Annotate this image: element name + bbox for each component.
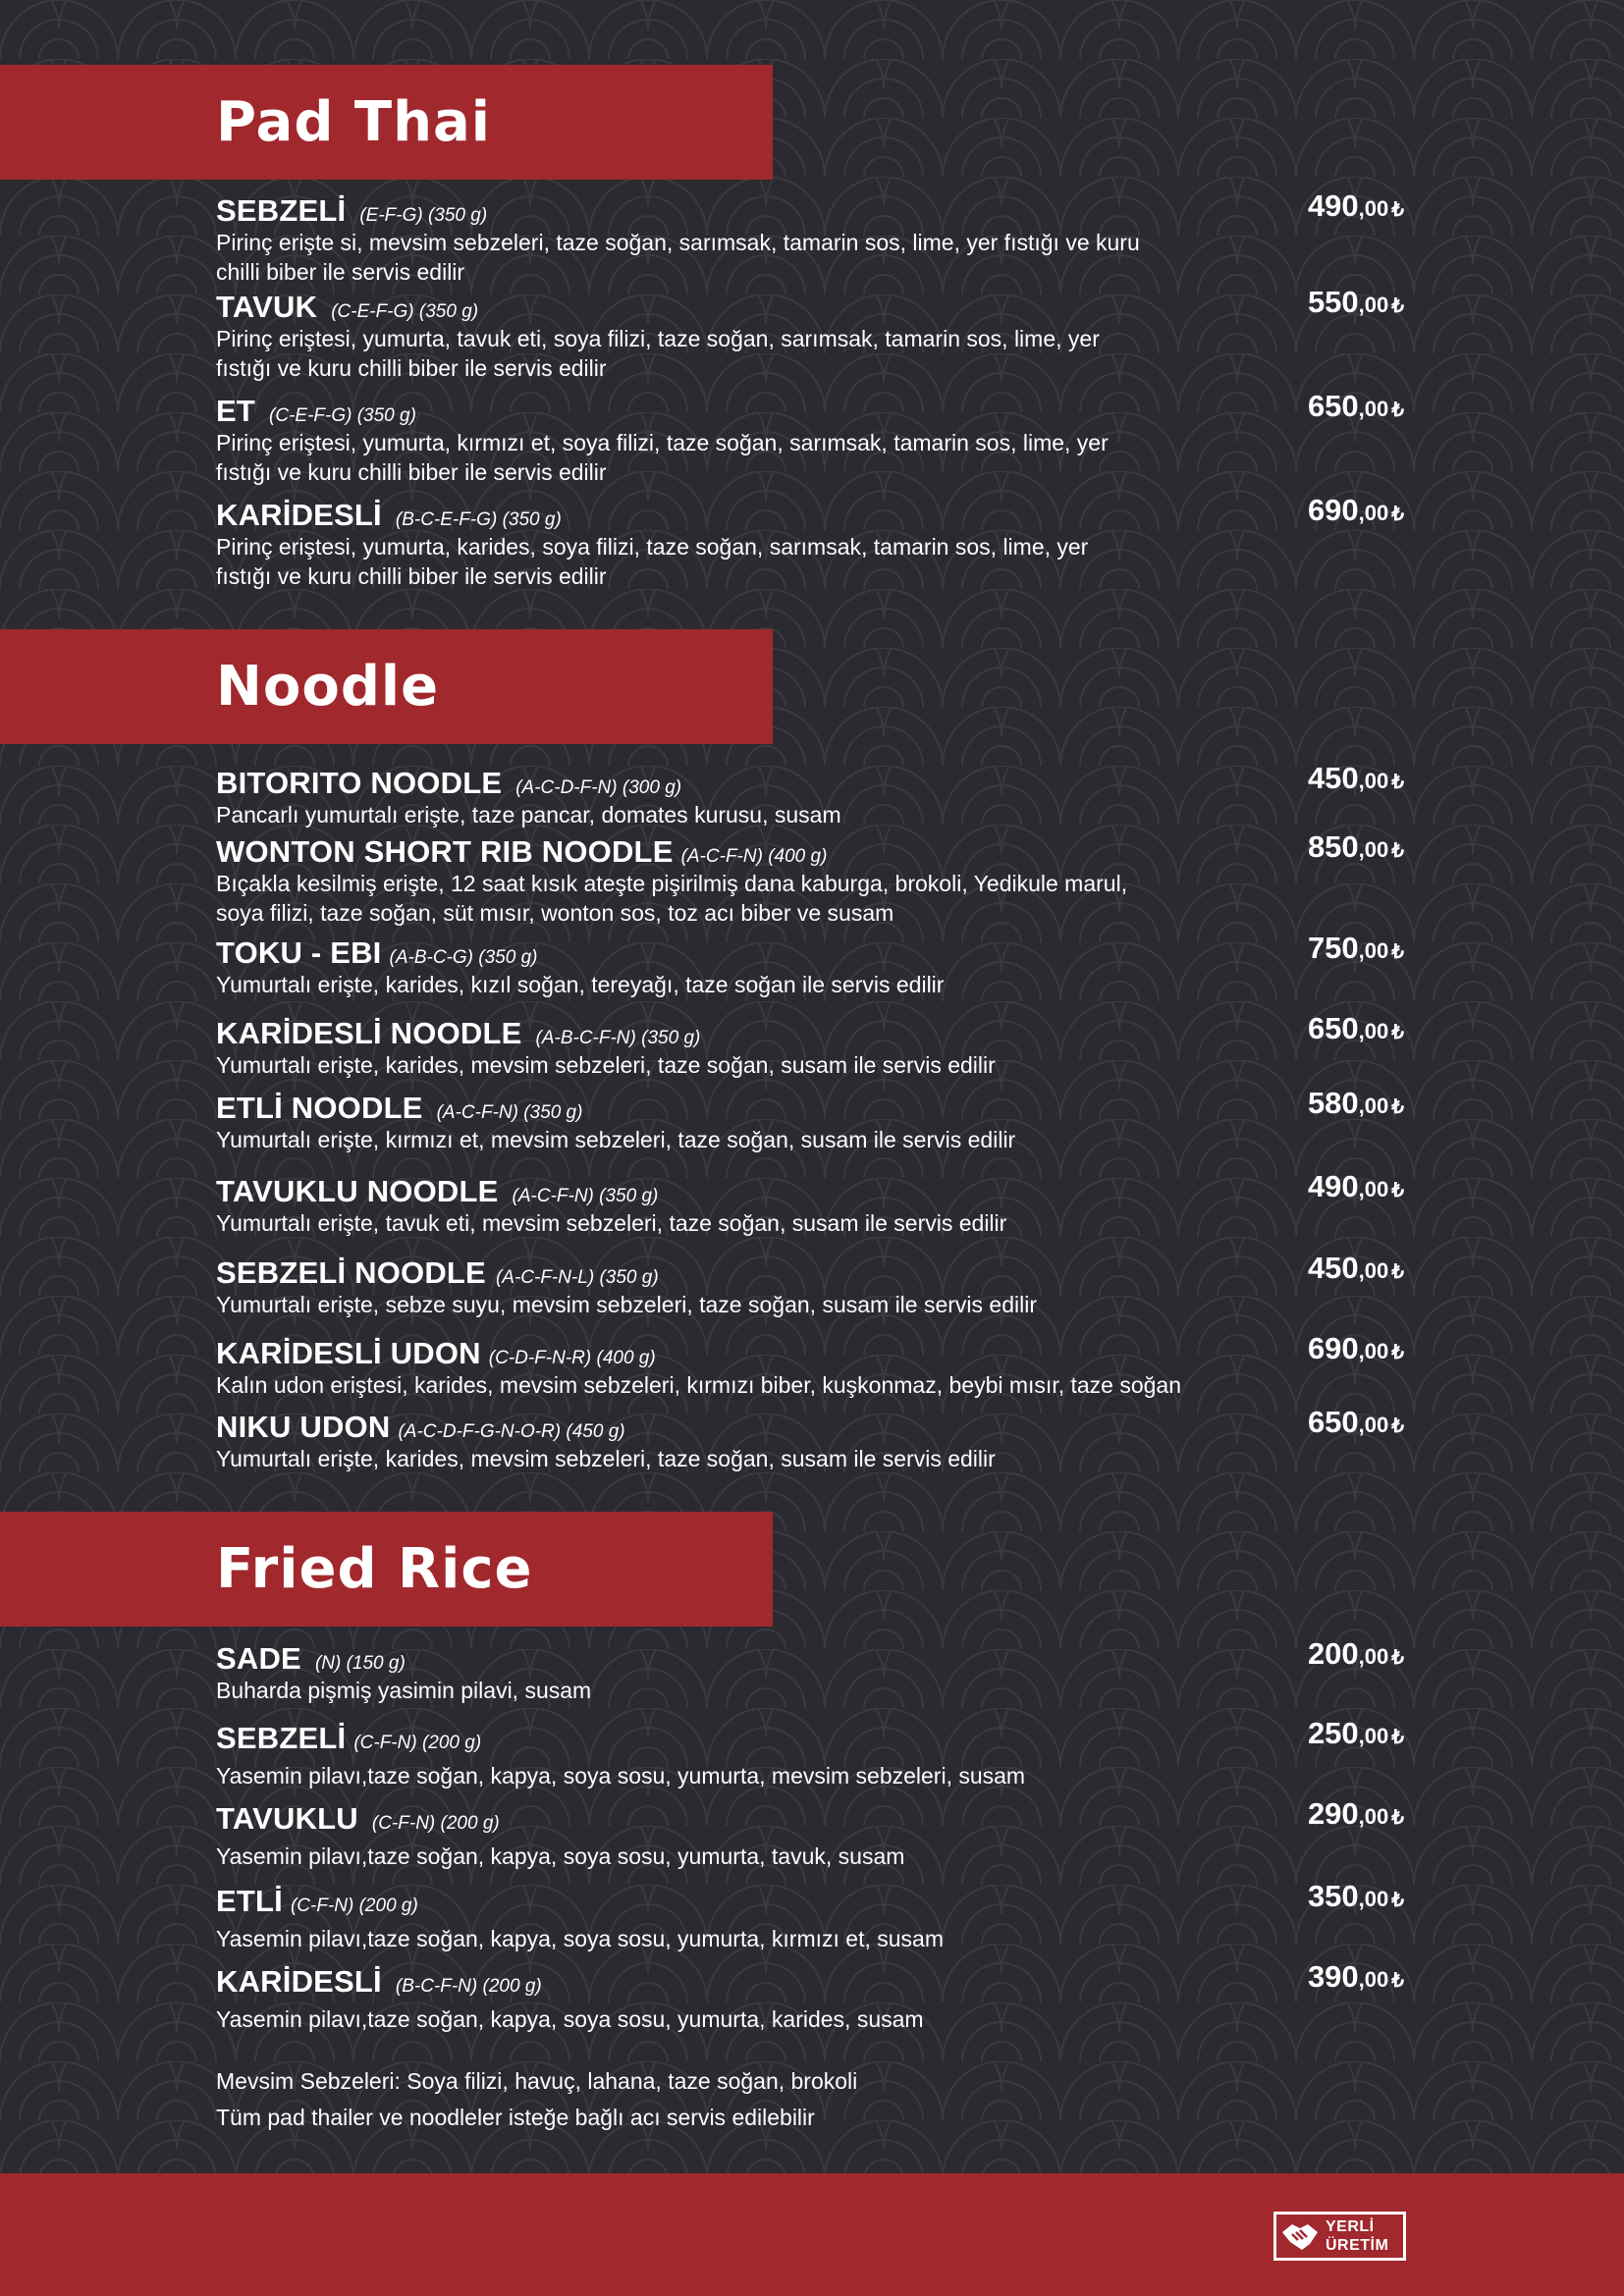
item-description: Yasemin pilavı,taze soğan, kapya, soya sosu, yumurta, tavuk, susam	[216, 1843, 905, 1869]
menu-item	[216, 829, 1424, 928]
item-price: 390,00 ₺	[1307, 1959, 1404, 1994]
item-price: 450,00 ₺	[1307, 761, 1404, 795]
item-description: Pancarlı yumurtalı erişte, taze pancar, domates kurusu, susam	[216, 802, 841, 828]
item-description: Yasemin pilavı,taze soğan, kapya, soya sosu, yumurta, karides, susam	[216, 2006, 924, 2032]
item-description: Buharda pişmiş yasimin pilavi, susam	[216, 1678, 592, 1703]
item-allergens: (C-E-F-G) (350 g)	[269, 405, 416, 426]
yerli-uretim-badge	[1273, 2212, 1406, 2261]
section-title: Fried Rice	[216, 1537, 533, 1601]
item-price: 290,00 ₺	[1307, 1796, 1404, 1831]
lira-icon: ₺	[1391, 1261, 1404, 1283]
footnote-spicy-option: Tüm pad thailer ve noodleler isteğe bağlı acı servis edilebilir	[216, 2105, 815, 2130]
item-allergens: (N) (150 g)	[314, 1653, 406, 1674]
menu-item	[216, 1011, 1424, 1080]
menu-item	[216, 188, 1424, 287]
item-price: 650,00 ₺	[1307, 1405, 1404, 1439]
item-allergens: (C-F-N) (200 g)	[290, 1896, 418, 1916]
item-price: 650,00 ₺	[1307, 389, 1404, 423]
item-price: 490,00 ₺	[1307, 1169, 1404, 1203]
item-price: 200,00 ₺	[1307, 1636, 1404, 1671]
item-description: Yumurtalı erişte, karides, mevsim sebzeleri, taze soğan, susam ile servis edilir	[216, 1446, 996, 1471]
menu-item	[216, 389, 1424, 487]
item-price: 550,00 ₺	[1307, 285, 1404, 319]
item-name: ET	[216, 394, 256, 428]
lira-icon: ₺	[1391, 772, 1404, 793]
menu-item	[216, 931, 1424, 999]
item-name: TOKU - EBI	[216, 935, 382, 970]
menu-item	[216, 1405, 1424, 1473]
item-name: ETLİ	[216, 1884, 283, 1918]
item-name: KARİDESLİ	[216, 1964, 382, 1999]
lira-icon: ₺	[1391, 1022, 1404, 1043]
item-allergens: (A-C-F-N-L) (350 g)	[495, 1267, 659, 1288]
item-description: Yumurtalı erişte, karides, mevsim sebzeleri, taze soğan, susam ile servis edilir	[216, 1052, 996, 1078]
item-price: 450,00 ₺	[1307, 1251, 1404, 1285]
item-description: Bıçakla kesilmiş erişte, 12 saat kısık ateşte pişirilmiş dana kaburga, brokoli, Yedikule marul, soya filizi, taze soğan, süt mısır, wonton sos, toz acı biber ve susam	[216, 871, 1128, 926]
section-banner-fried-rice	[0, 1512, 773, 1627]
item-price: 490,00 ₺	[1307, 188, 1404, 223]
item-description: Yumurtalı erişte, karides, kızıl soğan, tereyağı, taze soğan ile servis edilir	[216, 972, 945, 997]
lira-icon: ₺	[1391, 1807, 1404, 1829]
item-name: SEBZELİ NOODLE	[216, 1255, 486, 1290]
item-allergens: (A-C-F-N) (400 g)	[680, 846, 828, 867]
item-name: TAVUKLU	[216, 1801, 358, 1836]
menu-item	[216, 1959, 1424, 2034]
item-name: SEBZELİ	[216, 193, 347, 228]
lira-icon: ₺	[1391, 1647, 1404, 1669]
menu-item	[216, 1086, 1424, 1154]
item-allergens: (C-D-F-N-R) (400 g)	[488, 1348, 656, 1368]
menu-item	[216, 1251, 1424, 1319]
lira-icon: ₺	[1391, 1096, 1404, 1118]
menu-item	[216, 1879, 1424, 1953]
item-description: Yasemin pilavı,taze soğan, kapya, soya sosu, yumurta, kırmızı et, susam	[216, 1926, 944, 1951]
menu-item	[216, 761, 1424, 829]
item-description: Yasemin pilavı,taze soğan, kapya, soya sosu, yumurta, mevsim sebzeleri, susam	[216, 1763, 1026, 1789]
item-name: KARİDESLİ NOODLE	[216, 1016, 522, 1050]
item-name: ETLİ NOODLE	[216, 1091, 423, 1125]
item-price: 350,00 ₺	[1307, 1879, 1404, 1913]
lira-icon: ₺	[1391, 504, 1404, 525]
handshake-icon	[1280, 2218, 1320, 2254]
menu-item	[216, 1331, 1424, 1400]
menu-item	[216, 285, 1424, 383]
item-name: SADE	[216, 1641, 301, 1676]
item-description: Pirinç eriştesi, yumurta, kırmızı et, soya filizi, taze soğan, sarımsak, tamarin sos, lime, yer fıstığı ve kuru chilli biber ile servis edilir	[216, 430, 1109, 485]
section-title: Noodle	[216, 655, 440, 719]
item-name: KARİDESLİ	[216, 498, 382, 532]
lira-icon: ₺	[1391, 1970, 1404, 1992]
item-allergens: (A-B-C-G) (350 g)	[389, 947, 538, 968]
item-name: SEBZELİ	[216, 1721, 347, 1755]
item-description: Yumurtalı erişte, kırmızı et, mevsim sebzeleri, taze soğan, susam ile servis edilir	[216, 1127, 1016, 1152]
item-name: WONTON SHORT RIB NOODLE	[216, 834, 674, 869]
menu-item	[216, 493, 1424, 591]
item-allergens: (C-F-N) (200 g)	[353, 1733, 482, 1753]
menu-item	[216, 1796, 1424, 1871]
item-price: 650,00 ₺	[1307, 1011, 1404, 1045]
lira-icon: ₺	[1391, 295, 1404, 317]
item-name: TAVUK	[216, 290, 318, 324]
item-price: 690,00 ₺	[1307, 493, 1404, 527]
item-allergens: (A-B-C-F-N) (350 g)	[535, 1028, 701, 1048]
item-allergens: (A-C-D-F-G-N-O-R) (450 g)	[398, 1421, 625, 1442]
lira-icon: ₺	[1391, 1890, 1404, 1911]
item-price: 580,00 ₺	[1307, 1086, 1404, 1120]
item-allergens: (C-F-N) (200 g)	[371, 1813, 500, 1834]
item-allergens: (A-C-D-F-N) (300 g)	[515, 777, 682, 798]
item-allergens: (A-C-F-N) (350 g)	[436, 1102, 583, 1123]
item-allergens: (C-E-F-G) (350 g)	[331, 301, 479, 322]
menu-item	[216, 1636, 1424, 1705]
lira-icon: ₺	[1391, 199, 1404, 221]
item-allergens: (B-C-E-F-G) (350 g)	[395, 509, 562, 530]
item-description: Yumurtalı erişte, tavuk eti, mevsim sebzeleri, taze soğan, susam ile servis edilir	[216, 1210, 1007, 1236]
item-price: 850,00 ₺	[1307, 829, 1404, 864]
item-description: Pirinç eriştesi, yumurta, tavuk eti, soya filizi, taze soğan, sarımsak, tamarin sos, lime, yer fıstığı ve kuru chilli biber ile servis edilir	[216, 326, 1100, 381]
item-name: TAVUKLU NOODLE	[216, 1174, 499, 1208]
menu-item	[216, 1716, 1424, 1790]
footnote-seasonal-vegetables: Mevsim Sebzeleri: Soya filizi, havuç, lahana, taze soğan, brokoli	[216, 2068, 858, 2094]
item-description: Yumurtalı erişte, sebze suyu, mevsim sebzeleri, taze soğan, susam ile servis edilir	[216, 1292, 1037, 1317]
item-name: NIKU UDON	[216, 1410, 391, 1444]
item-allergens: (A-C-F-N) (350 g)	[512, 1186, 659, 1206]
lira-icon: ₺	[1391, 1180, 1404, 1201]
item-description: Kalın udon eriştesi, karides, mevsim sebzeleri, kırmızı biber, kuşkonmaz, beybi mısır, taze soğan	[216, 1372, 1182, 1398]
item-price: 250,00 ₺	[1307, 1716, 1404, 1750]
lira-icon: ₺	[1391, 1727, 1404, 1748]
item-name: KARİDESLİ UDON	[216, 1336, 481, 1370]
lira-icon: ₺	[1391, 941, 1404, 963]
item-name: BITORITO NOODLE	[216, 766, 503, 800]
lira-icon: ₺	[1391, 400, 1404, 421]
item-allergens: (E-F-G) (350 g)	[359, 205, 488, 226]
section-banner-noodle	[0, 629, 773, 744]
lira-icon: ₺	[1391, 1415, 1404, 1437]
section-banner-pad-thai	[0, 65, 773, 180]
item-price: 750,00 ₺	[1307, 931, 1404, 965]
item-description: Pirinç erişte si, mevsim sebzeleri, taze soğan, sarımsak, tamarin sos, lime, yer fıstığı ve kuru chilli biber ile servis edilir	[216, 230, 1140, 285]
lira-icon: ₺	[1391, 1342, 1404, 1363]
item-price: 690,00 ₺	[1307, 1331, 1404, 1365]
lira-icon: ₺	[1391, 840, 1404, 862]
item-allergens: (B-C-F-N) (200 g)	[395, 1976, 542, 1997]
item-description: Pirinç eriştesi, yumurta, karides, soya filizi, taze soğan, sarımsak, tamarin sos, lime, yer fıstığı ve kuru chilli biber ile servis edilir	[216, 534, 1089, 589]
section-title: Pad Thai	[216, 90, 491, 154]
badge-label: YERLİ ÜRETİM	[1326, 2218, 1389, 2254]
menu-item	[216, 1169, 1424, 1238]
